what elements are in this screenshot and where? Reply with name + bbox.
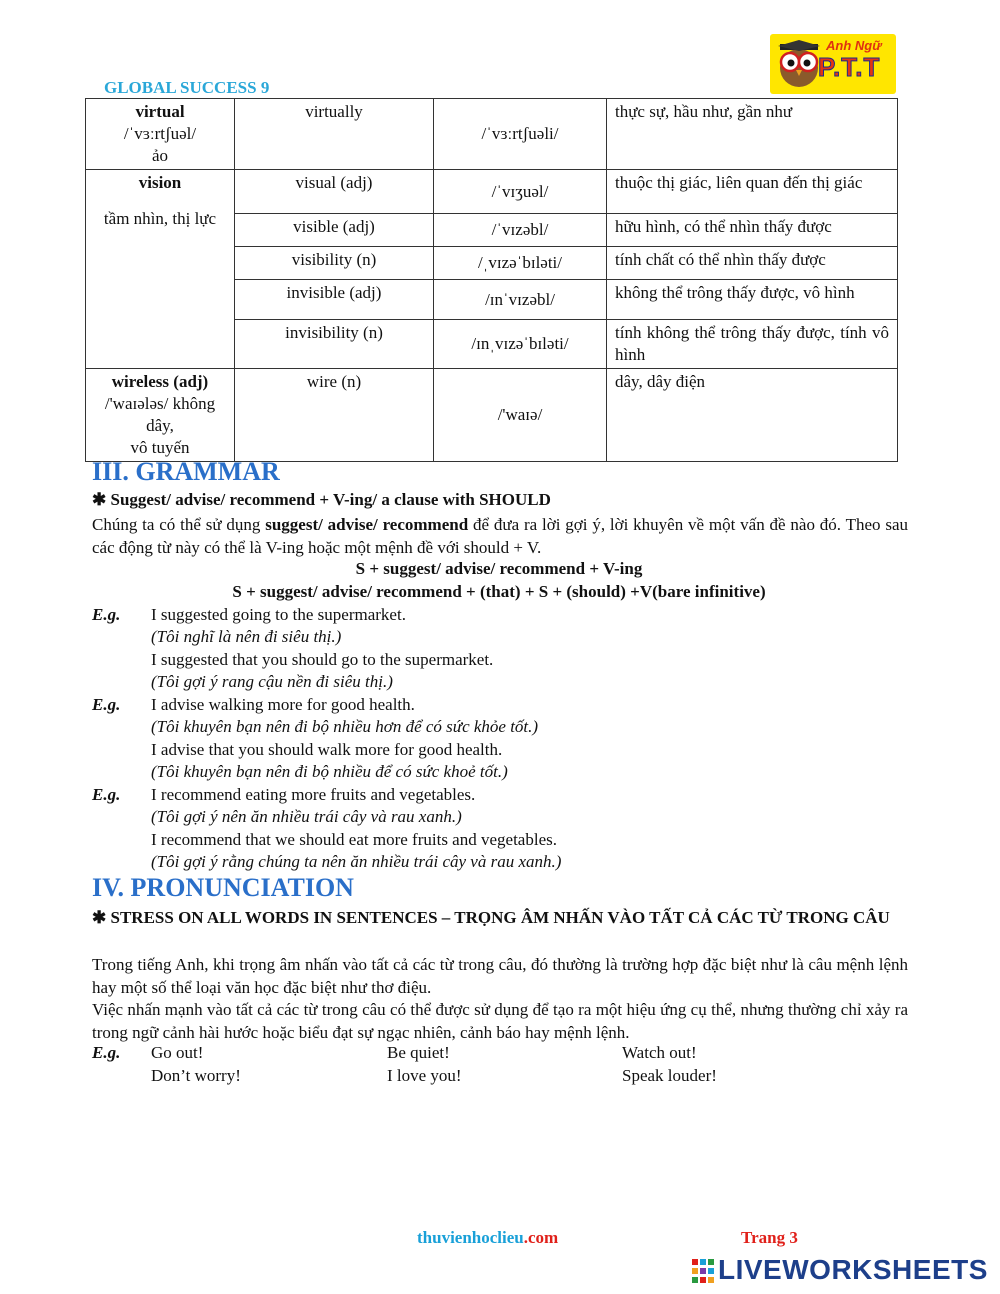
word: virtual [135,102,185,121]
example-en: I recommend eating more fruits and vegetables. [151,785,476,804]
grammar-heading: III. GRAMMAR [92,457,280,486]
derived-word: wire (n) [235,369,434,462]
word-meaning: vô tuyến [130,438,190,457]
footer-site-link[interactable] [417,1228,558,1248]
example-vi: (Tôi khuyên bạn nên đi bộ nhiều để có sức khoẻ tốt.) [151,762,508,781]
table-row [86,99,898,170]
ipa: /ɪnˈvɪzəbl/ [434,280,607,320]
meaning: thực sự, hầu như, gần như [607,99,898,170]
pronunciation-para-1: Trong tiếng Anh, khi trọng âm nhấn vào tất cả các từ trong câu, đó thường là trường hợp đặc biệt như là câu mệnh lệnh hay một số thể loại văn học đặc biệt như thơ điệu. [92,955,908,997]
pronunciation-para-2: Việc nhấn mạnh vào tất cả các từ trong câu có thể được sử dụng để tạo ra một hiệu ứng cụ thể, nhưng thường chỉ xảy ra trong ngữ cảnh hài hước hoặc biểu đạt sự ngạc nhiên, cảnh báo hay mệnh lệnh. [92,1000,908,1042]
pronunciation-heading: IV. PRONUNCIATION [92,873,354,902]
vocabulary-table [85,98,898,462]
example-sentence: I love you! [387,1066,462,1085]
example-en: I suggested going to the supermarket. [151,605,406,624]
meaning: hữu hình, có thể nhìn thấy được [607,214,898,247]
meaning: tính chất có thể nhìn thấy được [607,247,898,280]
derived-word: visible (adj) [235,214,434,247]
intro-bold: suggest/ advise/ recommend [265,515,469,534]
intro-text: để đưa ra lời gợi ý, lời khuyên về một vấn đề nào đó. Theo sau các động từ này có thể là V-ing hoặc một mệnh đề với should + V. [92,515,908,557]
word-cell [86,170,235,369]
ipa: /ˈvɪzəbl/ [434,214,607,247]
word-cell [86,99,235,170]
example-sentence: Go out! [151,1043,204,1062]
example-en: I advise walking more for good health. [151,695,415,714]
word-meaning: ảo [151,146,169,165]
meaning: dây, dây điện [607,369,898,462]
derived-word: invisible (adj) [235,280,434,320]
eg-label: E.g. [92,785,121,804]
ipa: /ˈvɪʒuəl/ [434,170,607,214]
ipa: /ˌvɪzəˈbɪləti/ [434,247,607,280]
word-cell [86,369,235,462]
example-vi: (Tôi khuyên bạn nên đi bộ nhiều hơn để có sức khỏe tốt.) [151,717,539,736]
pronunciation-subheading: ✱ STRESS ON ALL WORDS IN SENTENCES – TRỌNG ÂM NHẤN VÀO TẤT CẢ CÁC TỪ TRONG CÂU [92,908,890,927]
eg-label: E.g. [92,1043,121,1062]
brand-logo [770,34,896,94]
liveworksheets-text: LIVEWORKSHEETS [718,1254,988,1285]
page-number: Trang 3 [741,1228,798,1247]
derived-word: invisibility (n) [235,320,434,369]
example-en: I recommend that we should eat more fruits and vegetables. [151,830,557,849]
formula-2: S + suggest/ advise/ recommend + (that) + S + (should) +V(bare infinitive) [232,582,766,601]
intro-text: Chúng ta có thể sử dụng [92,515,266,534]
logo-text: P.T.T [818,52,881,82]
derived-word: visibility (n) [235,247,434,280]
ipa: /ɪnˌvɪzəˈbɪləti/ [434,320,607,369]
header-title: GLOBAL SUCCESS 9 [104,78,270,97]
liveworksheets-logo-icon [692,1259,714,1283]
meaning: không thể trông thấy được, vô hình [607,280,898,320]
example-en: I advise that you should walk more for good health. [151,740,503,759]
word-ipa: /'waɪələs/ không dây, [104,394,216,435]
example-sentence: Don’t worry! [151,1066,241,1085]
example-vi: (Tôi gợi ý nên ăn nhiều trái cây và rau xanh.) [151,807,462,826]
table-row [86,369,898,462]
formula-1: S + suggest/ advise/ recommend + V-ing [355,559,643,578]
eg-label: E.g. [92,695,121,714]
example-sentence: Be quiet! [387,1043,450,1062]
grammar-subheading: ✱ Suggest/ advise/ recommend + V-ing/ a clause with SHOULD [92,490,551,509]
derived-word: virtually [235,99,434,170]
word-meaning: tầm nhìn, thị lực [103,209,217,228]
eg-label: E.g. [92,605,121,624]
example-en: I suggested that you should go to the supermarket. [151,650,494,669]
ipa: /'waɪə/ [434,369,607,462]
example-sentence: Watch out! [622,1043,697,1062]
example-vi: (Tôi gợi ý rằng chúng ta nên ăn nhiều trái cây và rau xanh.) [151,852,562,871]
word: wireless (adj) [111,372,209,391]
derived-word: visual (adj) [235,170,434,214]
site-name: thuvienhoclieu [417,1228,524,1247]
example-sentence: Speak louder! [622,1066,717,1085]
word-ipa: /ˈvɜːrtʃuəl/ [123,124,197,143]
ipa: /ˈvɜːrtʃuəli/ [434,99,607,170]
logo-tagline: Anh Ngữ [826,38,882,53]
meaning: tính không thể trông thấy được, tính vô hình [607,320,898,369]
owl-icon [776,40,822,88]
word: vision [138,173,182,192]
table-row [86,170,898,214]
example-vi: (Tôi nghĩ là nên đi siêu thị.) [151,627,342,646]
meaning: thuộc thị giác, liên quan đến thị giác [607,170,898,214]
example-vi: (Tôi gợi ý rang cậu nền đi siêu thị.) [151,672,393,691]
site-tld: .com [523,1228,559,1247]
grammar-intro [92,513,908,559]
